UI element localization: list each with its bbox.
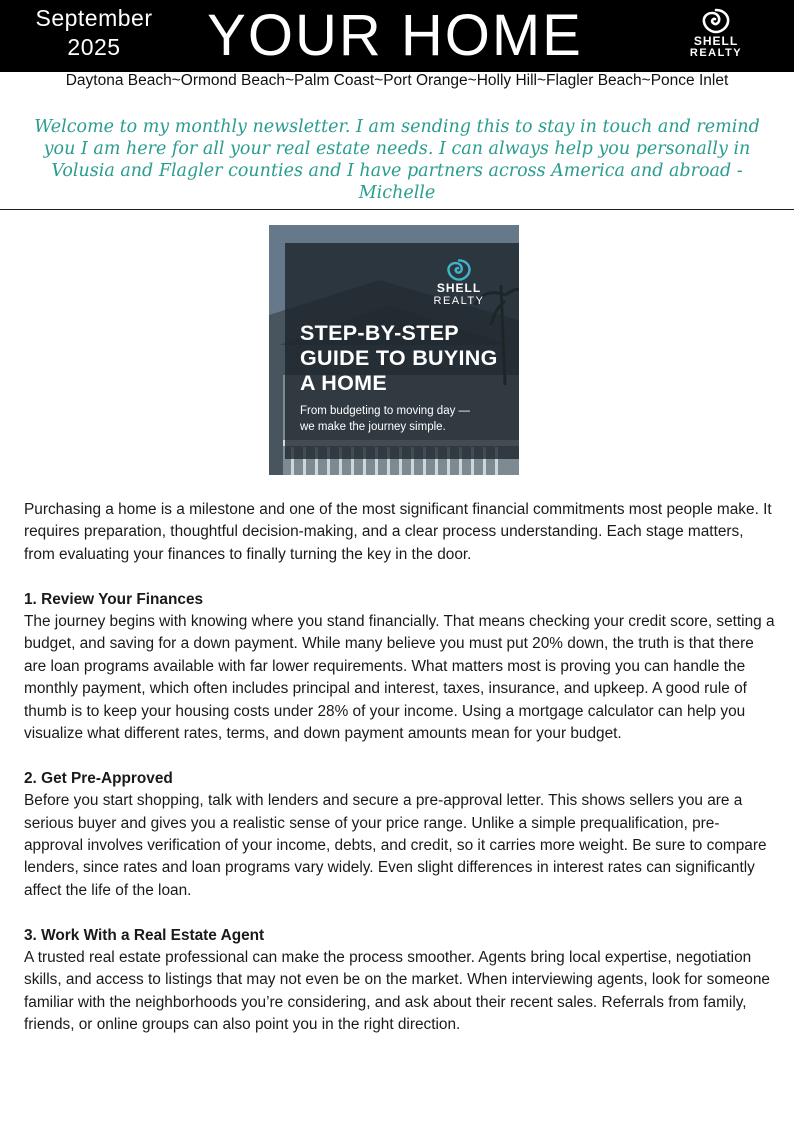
section-text-finances: The journey begins with knowing where you stand financially. That means checking your credit score, setting a budget, and saving for a down payment. While many believe you must put 20% down, the truth is that there are loan programs available with far lower requirements. What matters most is proving you can handle the monthly payment, which often includes principal and interest, taxes, insurance, and upkeep. A good rule of thumb is to keep your housing costs under 28% of your income. Using a mortgage calculator can help you visualize what different rates, terms, and down payment amounts mean for your budget. [24,613,775,743]
shell-icon [446,258,472,282]
promo-subtitle-line: we make the journey simple. [300,421,446,433]
section-heading-preapproved: 2. Get Pre-Approved [24,769,173,787]
promo-headline-line: STEP-BY-STEP [300,321,459,345]
brand-logo [682,8,750,59]
section-heading-agent: 3. Work With a Real Estate Agent [24,926,265,944]
section-heading-finances: 1. Review Your Finances [24,590,204,608]
promo-subtitle-line: From budgeting to moving day — [300,405,471,417]
welcome-message: Welcome to my monthly newsletter. I am sending this to stay in touch and remind you I am here for all your real estate needs. I can always help you personally in Volusia and Flagler counties and I have partners across America and abroad - Michelle [34,117,760,203]
promo-logo [429,258,489,307]
newsletter-title: YOUR HOME [207,3,583,68]
issue-year: 2025 [67,34,121,60]
promo-image [269,225,519,475]
promo-logo-realty: REALTY [433,295,485,307]
promo-subtitle [300,403,510,435]
promo-headline-line: A HOME [300,371,388,395]
section-text-agent: A trusted real estate professional can make the process smoother. Agents bring local expertise, negotiation skills, and access to listings that may not even be on the market. When interviewing agents, look for someone familiar with the neighborhoods you’re considering, and ask about their recent sales. Referrals from family, friends, or online groups can also point you in the right direction. [24,949,770,1034]
logo-text-shell: SHELL [693,34,739,48]
shell-icon [701,8,731,34]
article [24,499,776,1037]
header-banner [0,0,794,72]
section-text-preapproved: Before you start shopping, talk with lenders and secure a pre-approval letter. This shows sellers you are a serious buyer and gives you a realistic sense of your price range. Unlike a simple prequalification, pre-approval involves verification of your income, debts, and credit, so it carries more weight. Be sure to compare lenders, since rates and loan programs vary widely. Even slight differences in interest rates can significantly affect the life of the loan. [24,792,767,899]
article-intro: Purchasing a home is a milestone and one of the most significant financial commitments most people make. It requires preparation, thoughtful decision-making, and a clear process understanding. Each stage matters, from evaluating your finances to finally turning the key in the door. [24,501,772,563]
promo-headline-line: GUIDE TO BUYING [300,346,498,370]
issue-date [14,4,174,62]
promo-logo-shell: SHELL [436,281,482,295]
issue-month: September [35,5,153,31]
logo-text-realty: REALTY [689,47,743,59]
divider [0,209,794,210]
promo-headline [300,321,519,396]
service-areas: Daytona Beach~Ormond Beach~Palm Coast~Port Orange~Holly Hill~Flagler Beach~Ponce Inlet [65,72,729,89]
